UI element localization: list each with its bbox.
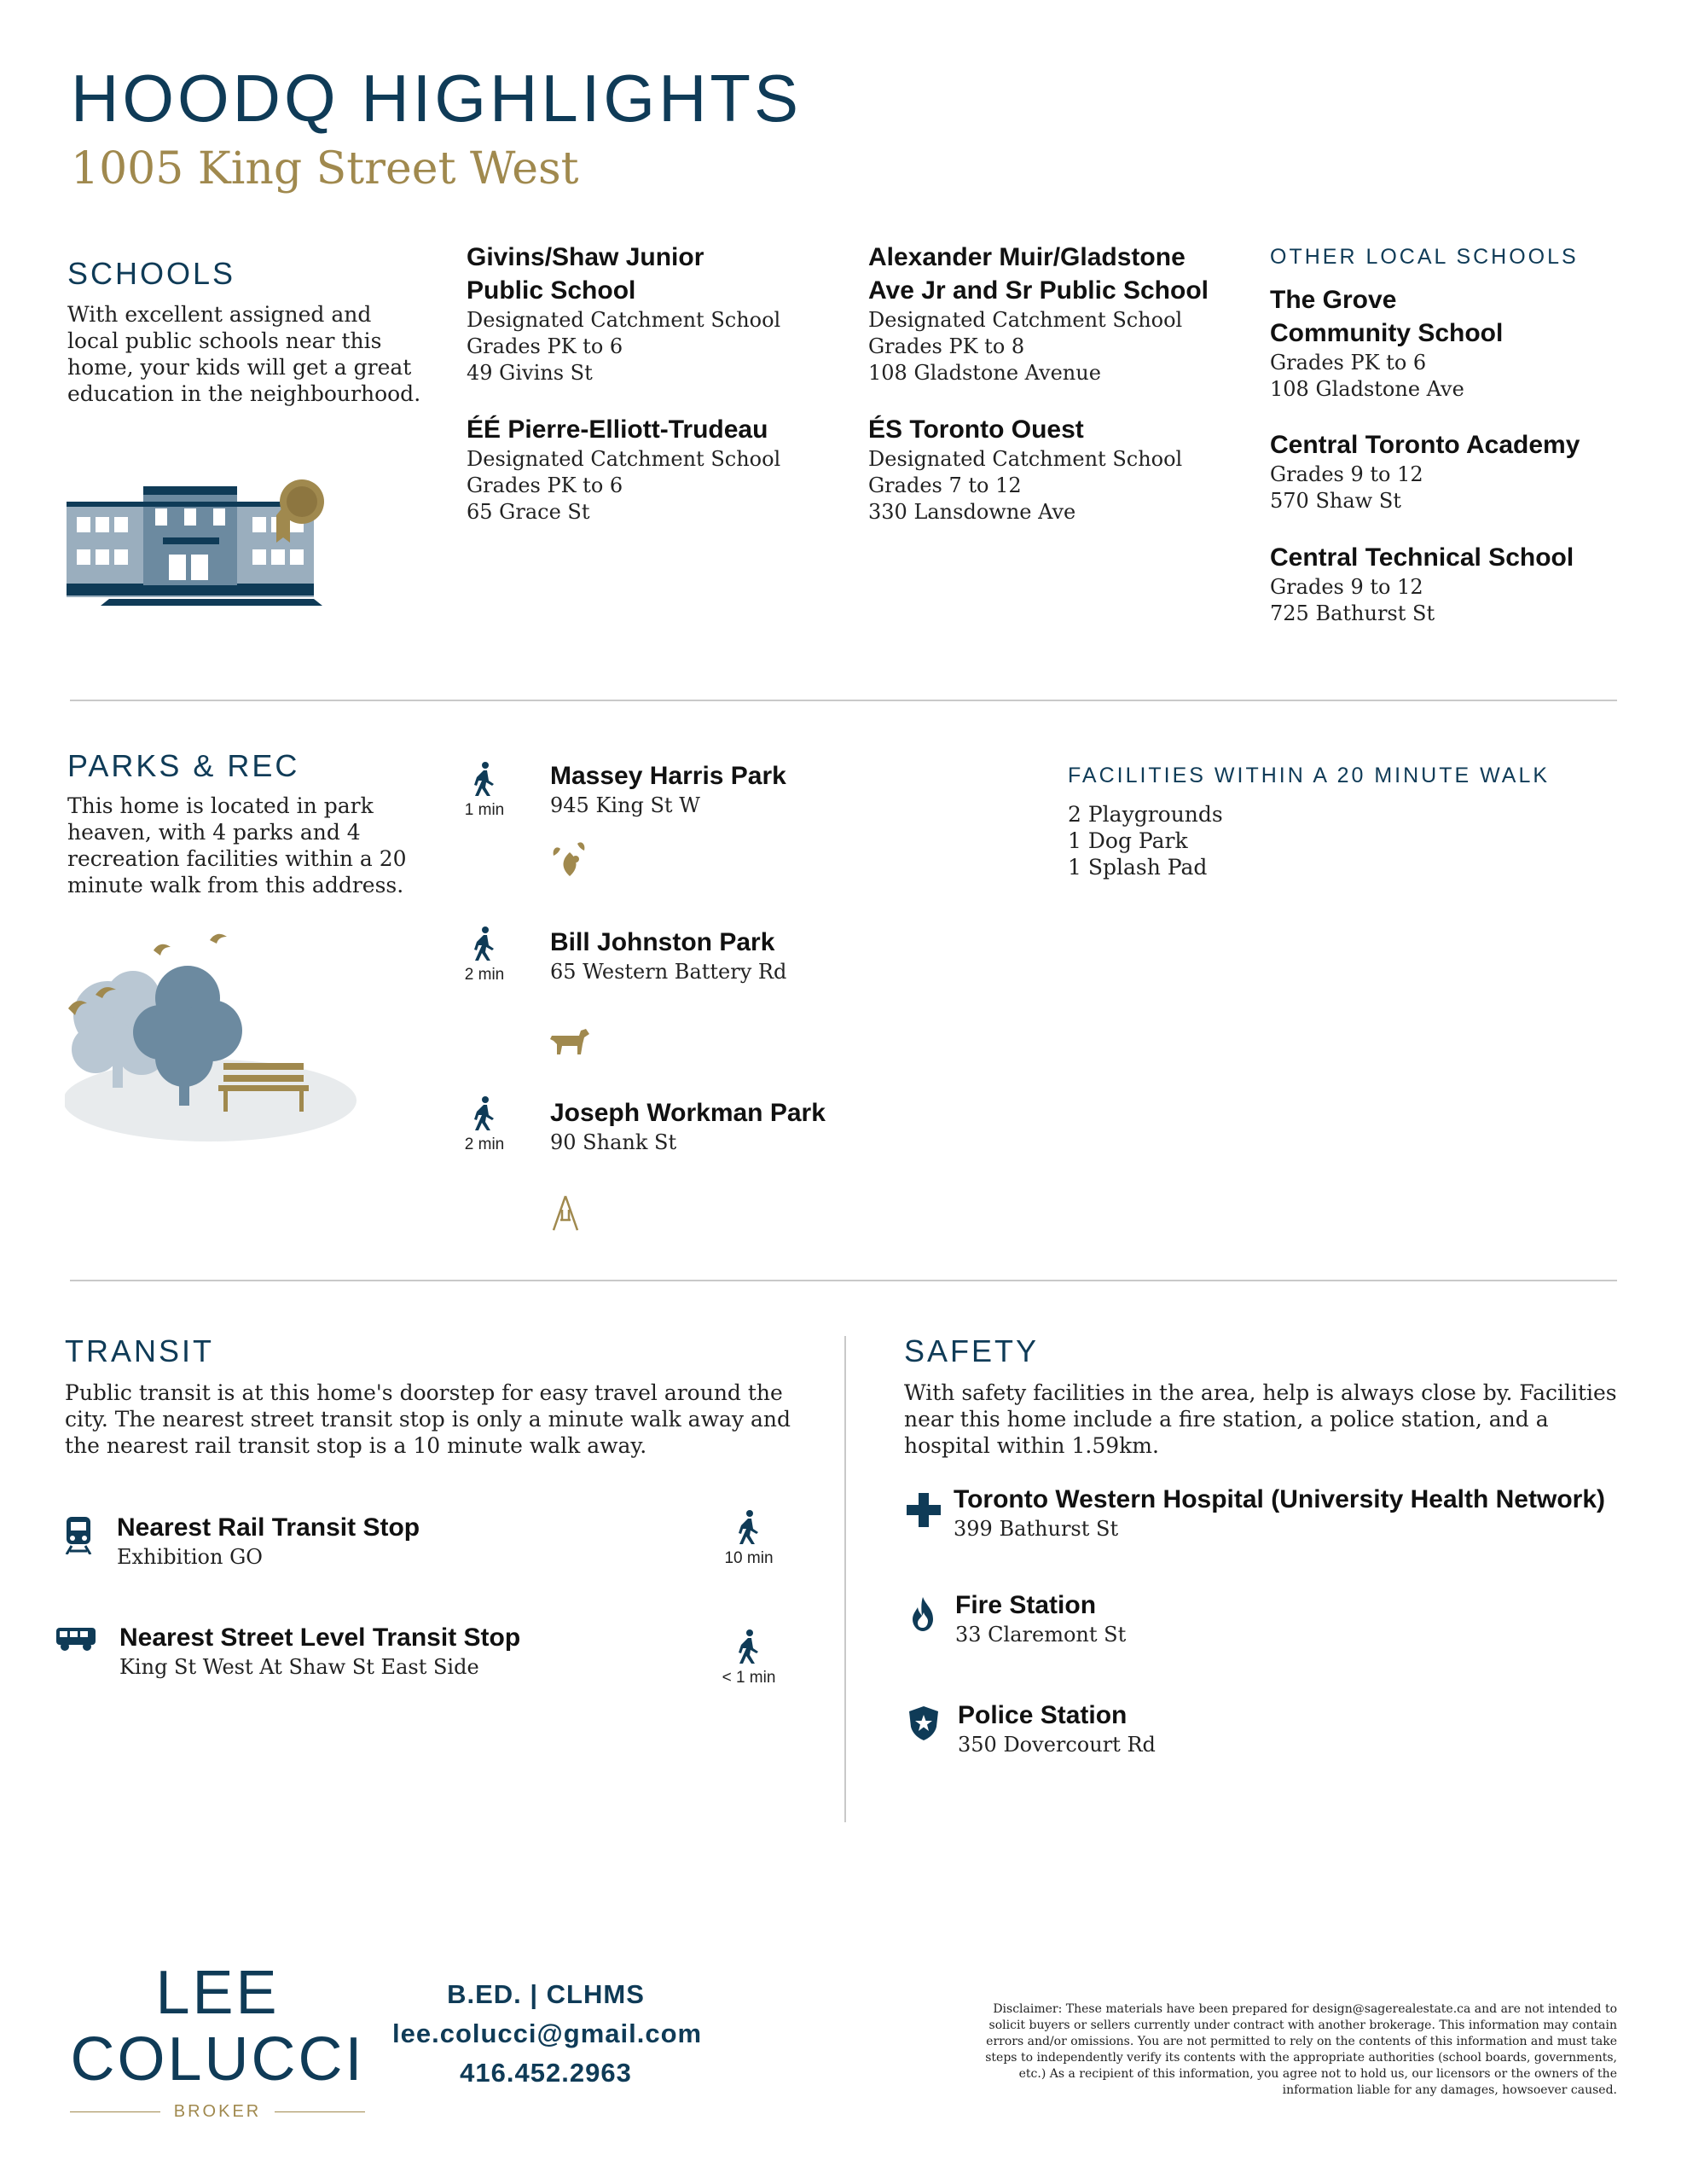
school-card xyxy=(467,241,842,386)
walk-minutes: 2 min xyxy=(464,1136,505,1153)
list-item: 1 Splash Pad xyxy=(1068,855,1208,880)
safety-item xyxy=(954,1483,1605,1542)
column-divider xyxy=(844,1336,846,1822)
walking-person-icon xyxy=(473,1096,496,1130)
safety-address: 350 Dovercourt Rd xyxy=(958,1733,1156,1757)
bus-icon xyxy=(55,1626,97,1655)
safety-name: Police Station xyxy=(958,1701,1128,1729)
hospital-cross-icon xyxy=(907,1493,941,1531)
school-type: Designated Catchment School xyxy=(467,447,781,471)
school-name: Ave Jr and Sr Public School xyxy=(868,276,1209,305)
school-address: 65 Grace St xyxy=(467,500,590,524)
walk-time xyxy=(715,1510,783,1568)
transit-label: Nearest Rail Transit Stop xyxy=(117,1513,420,1542)
park-name: Massey Harris Park xyxy=(550,762,786,790)
page-title: HOODQ HIGHLIGHTS xyxy=(71,61,803,136)
school-type: Designated Catchment School xyxy=(467,308,781,332)
section-divider xyxy=(70,700,1617,701)
school-grades: Grades PK to 8 xyxy=(868,334,1025,358)
school-type: Designated Catchment School xyxy=(868,308,1183,332)
train-icon xyxy=(65,1515,92,1558)
parks-heading: PARKS & REC xyxy=(67,748,300,783)
park-card xyxy=(550,1096,826,1156)
transit-label: Nearest Street Level Transit Stop xyxy=(119,1623,521,1652)
agent-email[interactable]: lee.colucci@gmail.com xyxy=(392,2018,703,2048)
flame-icon xyxy=(911,1595,935,1635)
police-badge-icon xyxy=(909,1706,938,1744)
school-name: Givins/Shaw Junior xyxy=(467,243,704,271)
school-name: Central Toronto Academy xyxy=(1270,431,1580,459)
walking-person-icon xyxy=(738,1629,760,1664)
schools-heading: SCHOOLS xyxy=(67,256,236,291)
safety-name: Fire Station xyxy=(955,1591,1097,1619)
school-grades: Grades PK to 6 xyxy=(467,473,623,497)
school-card xyxy=(1270,283,1645,403)
school-grades: Grades 9 to 12 xyxy=(1270,575,1423,599)
transit-value: Exhibition GO xyxy=(117,1545,263,1569)
park-card xyxy=(550,759,786,819)
park-name: Bill Johnston Park xyxy=(550,928,775,956)
facilities-heading: FACILITIES WITHIN A 20 MINUTE WALK xyxy=(1068,764,1551,787)
agent-credentials: B.ED. | CLHMS xyxy=(447,1979,645,2009)
walk-time xyxy=(450,926,519,985)
walk-time xyxy=(450,762,519,820)
walk-minutes: < 1 min xyxy=(722,1669,776,1687)
safety-name: Toronto Western Hospital (University Health Network) xyxy=(954,1485,1605,1513)
agent-logo xyxy=(70,1959,365,2122)
school-type: Designated Catchment School xyxy=(868,447,1183,471)
walking-person-icon xyxy=(473,926,496,961)
school-card xyxy=(868,241,1244,386)
logo-title: BROKER xyxy=(173,2102,262,2121)
school-card xyxy=(1270,541,1645,627)
transit-value: King St West At Shaw St East Side xyxy=(119,1655,479,1679)
agent-phone[interactable]: 416.452.2963 xyxy=(460,2058,632,2088)
school-building-icon xyxy=(67,478,336,609)
school-grades: Grades PK to 6 xyxy=(467,334,623,358)
school-card xyxy=(467,413,842,526)
school-address: 108 Gladstone Ave xyxy=(1270,377,1464,401)
splash-pad-icon xyxy=(550,840,589,880)
logo-last-name: COLUCCI xyxy=(70,2025,365,2094)
park-address: 65 Western Battery Rd xyxy=(550,960,787,984)
list-item: 1 Dog Park xyxy=(1068,828,1188,853)
school-grades: Grades 9 to 12 xyxy=(1270,462,1423,486)
safety-item xyxy=(958,1699,1156,1758)
other-schools-heading: OTHER LOCAL SCHOOLS xyxy=(1270,245,1579,269)
school-address: 330 Lansdowne Ave xyxy=(868,500,1076,524)
school-name: Alexander Muir/Gladstone xyxy=(868,243,1186,271)
school-name: The Grove xyxy=(1270,286,1397,314)
park-card xyxy=(550,926,786,985)
park-address: 945 King St W xyxy=(550,793,700,817)
safety-item xyxy=(955,1589,1126,1648)
park-illustration-icon xyxy=(65,930,359,1147)
agent-contact xyxy=(392,1979,703,2088)
facilities-list xyxy=(1068,801,1223,880)
school-name: Community School xyxy=(1270,319,1504,347)
logo-first-name: LEE xyxy=(155,1959,280,2027)
school-address: 108 Gladstone Avenue xyxy=(868,361,1101,385)
park-name: Joseph Workman Park xyxy=(550,1099,826,1127)
walk-minutes: 10 min xyxy=(724,1549,774,1567)
school-name: ÉÉ Pierre-Elliott-Trudeau xyxy=(467,415,768,444)
school-card xyxy=(1270,428,1645,514)
school-address: 49 Givins St xyxy=(467,361,593,385)
disclaimer-text: Disclaimer: These materials have been prepared for design@sagerealestate.ca and are not intended to solicit buyers or sellers currently under contract with another brokerage. This information may contain errors and/or omissions. You are not permitted to rely on the contents of this information and must take steps to independently verify its contents with the appropriate authorities (school boards, governments, etc.) As a recipient of this information, you agree not to hold us, our licensors or the owners of the information liable for any damages, howsoever caused. xyxy=(985,2002,1617,2097)
walk-minutes: 2 min xyxy=(464,966,505,984)
school-address: 725 Bathurst St xyxy=(1270,601,1435,625)
safety-intro: With safety facilities in the area, help is always close by. Facilities near this home include a fire station, a police station, and a hospital within 1.59km. xyxy=(904,1380,1617,1458)
school-grades: Grades PK to 6 xyxy=(1270,351,1427,375)
parks-intro: This home is located in park heaven, with 4 parks and 4 recreation facilities within a 20 minute walk from this address. xyxy=(67,793,407,897)
school-name: Public School xyxy=(467,276,636,305)
transit-heading: TRANSIT xyxy=(65,1333,215,1368)
schools-intro: With excellent assigned and local public schools near this home, your kids will get a great education in the neighbourhood. xyxy=(67,302,421,406)
walk-time xyxy=(715,1629,783,1687)
transit-item xyxy=(117,1511,420,1571)
section-divider xyxy=(70,1280,1617,1281)
school-name: ÉS Toronto Ouest xyxy=(868,415,1084,444)
transit-item xyxy=(119,1621,520,1681)
safety-address: 399 Bathurst St xyxy=(954,1517,1119,1541)
park-address: 90 Shank St xyxy=(550,1130,677,1154)
transit-intro: Public transit is at this home's doorstep for easy travel around the city. The nearest street transit stop is only a minute walk away and the nearest rail transit stop is a 10 minute walk away. xyxy=(65,1380,791,1458)
property-address: 1005 King Street West xyxy=(71,143,579,195)
walk-time xyxy=(450,1096,519,1154)
safety-heading: SAFETY xyxy=(904,1333,1040,1368)
school-card xyxy=(868,413,1244,526)
list-item: 2 Playgrounds xyxy=(1068,802,1223,827)
safety-address: 33 Claremont St xyxy=(955,1623,1127,1647)
school-name: Central Technical School xyxy=(1270,543,1574,572)
walk-minutes: 1 min xyxy=(464,801,505,819)
dog-park-icon xyxy=(550,1025,589,1058)
school-address: 570 Shaw St xyxy=(1270,489,1401,513)
school-grades: Grades 7 to 12 xyxy=(868,473,1022,497)
walking-person-icon xyxy=(473,762,496,796)
playground-icon xyxy=(550,1194,581,1235)
walking-person-icon xyxy=(738,1510,760,1544)
